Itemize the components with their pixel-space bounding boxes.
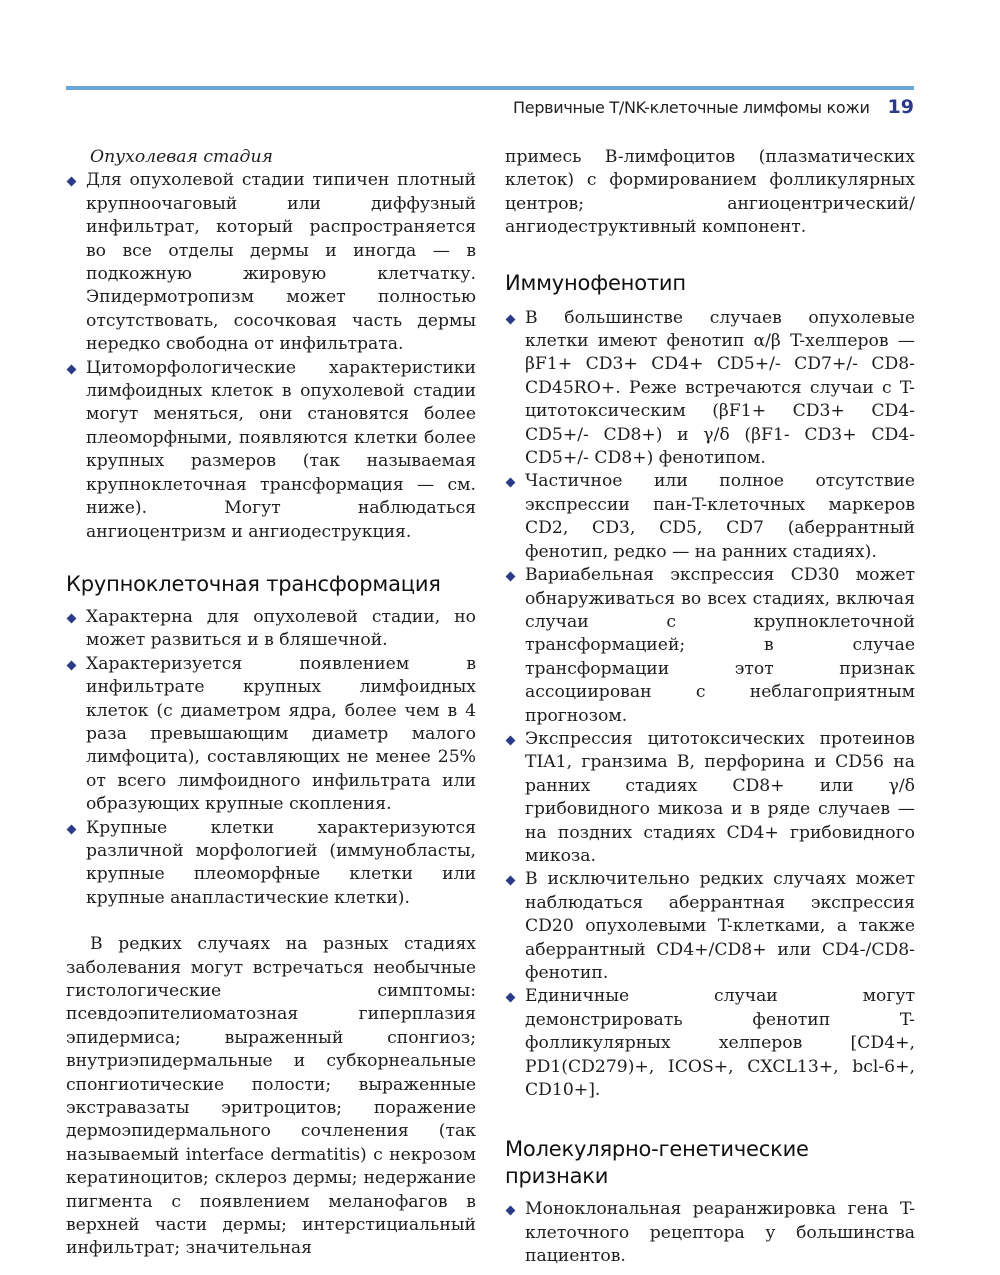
continuation-paragraph: примесь B-лимфоцитов (плазматических клеток) с формированием фолликулярных центров; ангиоцентрический/ангиодеструктивный компонент. [505,147,915,238]
list-item [505,564,915,728]
immunophenotype-list [505,307,915,1103]
list-item [505,470,915,564]
diamond-bullet-icon [67,613,77,623]
right-column [505,146,915,1269]
diamond-bullet-icon [67,177,77,187]
list-item [66,653,476,817]
diamond-bullet-icon [506,993,516,1003]
diamond-bullet-icon [67,660,77,670]
diamond-bullet-icon [506,572,516,582]
large-cell-list [66,606,476,910]
running-head [513,96,914,118]
list-item-text: Единичные случаи могут демонстрировать фенотип T-фолликулярных хелперов [CD4+, PD1(CD279)+, ICOS+, CXCL13+, bcl-6+, CD10+]. [525,986,915,1101]
molecular-list [505,1198,915,1268]
tumor-stage-list [66,169,476,544]
list-item [66,169,476,356]
list-item-text: Вариабельная экспрессия CD30 может обнаруживаться во всех стадиях, включая случаи с крупноклеточной трансформацией; в случае трансформации этот признак ассоциирован с неблагоприятным прогнозом. [525,565,915,726]
list-item [505,307,915,471]
list-item-text: Для опухолевой стадии типичен плотный крупноочаговый или диффузный инфильтрат, который распространяется во все отделы дермы и иногда — в подкожную жировую клетчатку. Эпидермотропизм может полностью отсутствовать, сосочковая часть дермы нередко свободна от инфильтрата. [86,170,476,355]
diamond-bullet-icon [506,478,516,488]
header-rule [66,86,914,90]
list-item-text: Цитоморфологические характеристики лимфоидных клеток в опухолевой стадии могут меняться, они становятся более плеоморфными, появляются клетки более крупных размеров (так называемая крупноклеточная трансформация — см. ниже). Могут наблюдаться ангиоцентризм и ангиодеструкция. [86,357,476,542]
list-item-text: Характерна для опухолевой стадии, но может развиться и в бляшечной. [86,606,476,651]
body-paragraph: В редких случаях на разных стадиях заболевания могут встречаться необычные гистологические симптомы: псевдоэпителиоматозная гиперплазия эпидермиса; выраженный спонгиоз; внутриэпидермальные и субкорнеальные спонгиотические полости; выраженные экстравазаты эритроцитов; поражение дермоэпидермального сочленения (так называемый interface dermatitis) с некрозом кератиноцитов; склероз дермы; недержание пигмента с появлением меланофагов в верхней части дермы; интерстициальный инфильтрат; значительная [66,934,476,1259]
list-item [505,1198,915,1268]
immunophenotype-heading: Иммунофенотип [505,270,686,295]
diamond-bullet-icon [67,364,77,374]
large-cell-heading: Крупноклеточная трансформация [66,571,441,596]
running-title: Первичные T/NK-клеточные лимфомы кожи [513,98,870,117]
list-item-text: Частичное или полное отсутствие экспрессии пан-T-клеточных маркеров CD2, CD3, CD5, CD7 (аберрантный фенотип, редко — на ранних стадиях). [525,471,915,562]
list-item [505,728,915,868]
tumor-stage-subheading: Опухолевая стадия [90,147,273,167]
diamond-bullet-icon [506,876,516,886]
list-item-text: Характеризуется появлением в инфильтрате крупных лимфоидных клеток (с диаметром ядра, более чем в 4 раза превышающим диаметр малого лимфоцита), составляющих не менее 25% от всего лимфоидного инфильтрата или образующих крупные скопления. [86,653,476,815]
list-item-text: Крупные клетки характеризуются различной морфологией (иммунобласты, крупные плеоморфные клетки или крупные анапластические клетки). [86,817,476,908]
list-item [66,357,476,544]
list-item [66,817,476,911]
page-number: 19 [887,96,914,118]
diamond-bullet-icon [506,314,516,324]
diamond-bullet-icon [506,1206,516,1216]
list-item-text: Экспрессия цитотоксических протеинов TIA1, гранзима B, перфорина и CD56 на ранних стадиях CD8+ или γ/δ грибовидного микоза и в ряде случаев — на поздних стадиях CD4+ грибовидного микоза. [525,728,915,866]
diamond-bullet-icon [67,824,77,834]
list-item-text: Моноклональная реаранжировка гена T-клеточного рецептора у большинства пациентов. [525,1199,915,1267]
left-column [66,146,476,1261]
list-item-text: В большинстве случаев опухолевые клетки имеют фенотип α/β T-хелперов — βF1+ CD3+ CD4+ CD5+/- CD7+/- CD8- CD45RO+. Реже встречаются случаи с T-цитотоксическим (βF1+ CD3+ CD4- CD5+/- CD8+) и γ/δ (βF1- CD3+ CD4- CD5+/- CD8+) фенотипом. [525,307,915,469]
diamond-bullet-icon [506,735,516,745]
list-item-text: В исключительно редких случаях может наблюдаться аберрантная экспрессия CD20 опухолевыми T-клетками, а также аберрантный CD4+/CD8+ или CD4-/CD8- фенотип. [525,869,915,983]
list-item [66,606,476,653]
list-item [505,868,915,985]
molecular-heading: Молекулярно-генетические признаки [505,1137,809,1189]
list-item [505,985,915,1102]
